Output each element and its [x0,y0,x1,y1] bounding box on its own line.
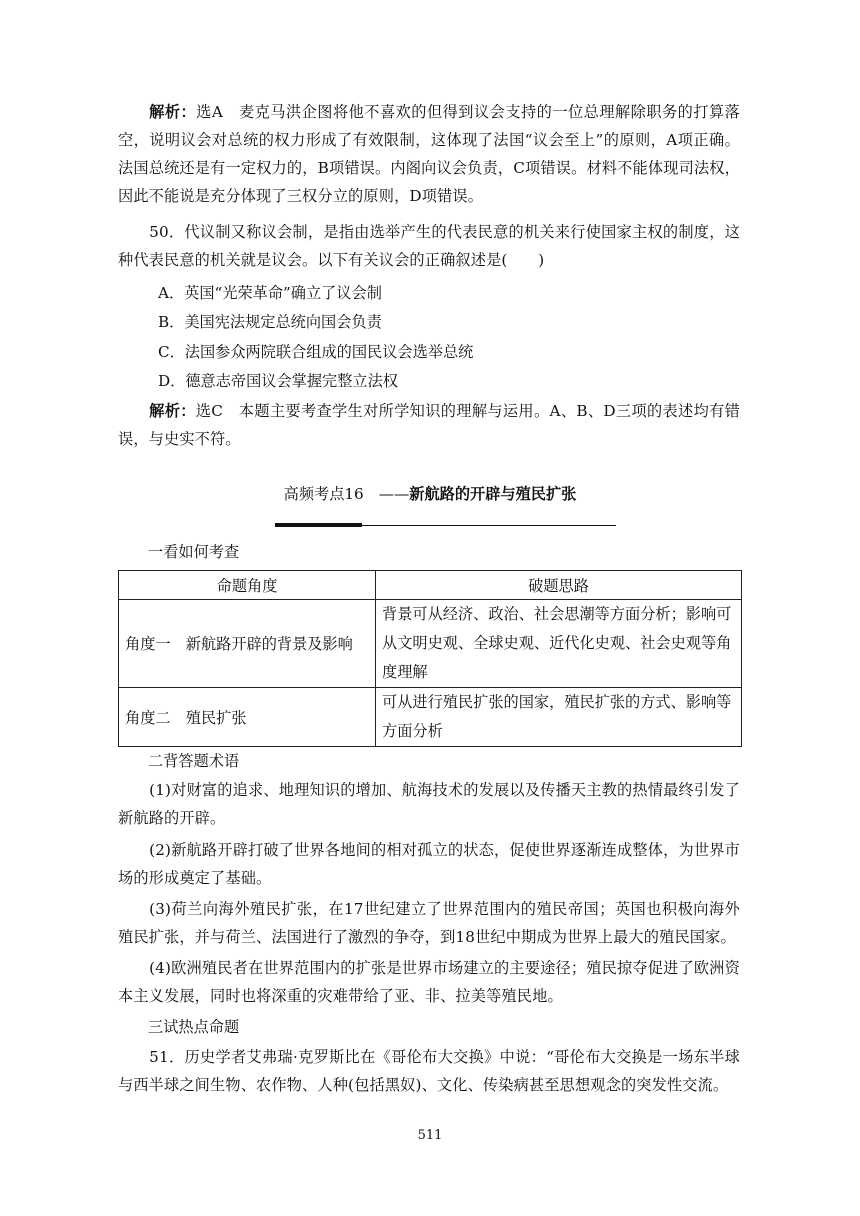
section-heading [0,480,860,508]
question-50-option-b: B．美国宪法规定总统向国会负责 [158,313,382,331]
table-header-row [119,571,742,600]
table-header-cell: 命题角度 [119,571,376,600]
page-number: 511 [417,1128,443,1143]
part-3-label: 三试热点命题 [148,1018,240,1036]
section-heading-prefix: 高频考点16 —— [283,485,410,503]
analysis-label: 解析： [149,402,196,420]
heading-rule-thick [275,523,362,527]
table-row [119,688,742,747]
analysis-paragraph-c [118,397,740,453]
heading-rule-thin [362,525,616,526]
analysis-text: 选A 麦克马洪企图将他不喜欢的但得到议会支持的一位总理解除职务的打算落空，说明议会对总统的权力形成了有效限制，这体现了法国“议会至上”的原则，A项正确。法国总统还是有一定权力的，B项错误。内阁向议会负责，C项错误。材料不能体现司法权，因此不能说是充分体现了三权分立的原则，D项错误。 [118,103,741,205]
question-50-option-c: C．法国参众两院联合组成的国民议会选举总统 [158,343,474,361]
term-item-3: (3)荷兰向海外殖民扩张，在17世纪建立了世界范围内的殖民帝国；英国也积极向海外殖民扩张，并与荷兰、法国进行了激烈的争夺，到18世纪中期成为世界上最大的殖民国家。 [118,900,740,946]
term-item-4: (4)欧洲殖民者在世界范围内的扩张是世界市场建立的主要途径；殖民掠夺促进了欧洲资本主义发展，同时也将深重的灾难带给了亚、非、拉美等殖民地。 [118,959,740,1005]
analysis-label: 解析： [149,103,197,121]
part-1-label: 一看如何考查 [148,543,240,561]
part-2-label: 二背答题术语 [148,752,240,770]
exam-angle-table [118,570,742,747]
term-item-2: (2)新航路开辟打破了世界各地间的相对孤立的状态，促使世界逐渐连成整体，为世界市场的形成奠定了基础。 [118,841,740,887]
table-cell: 可从进行殖民扩张的国家，殖民扩张的方式、影响等方面分析 [376,688,742,747]
table-cell: 角度二 殖民扩张 [119,688,376,747]
table-row [119,600,742,688]
term-item-1: (1)对财富的追求、地理知识的增加、航海技术的发展以及传播天主教的热情最终引发了新航路的开辟。 [118,781,740,827]
section-heading-title: 新航路的开辟与殖民扩张 [409,485,577,503]
table-cell: 角度一 新航路开辟的背景及影响 [119,600,376,688]
table-cell: 背景可从经济、政治、社会思潮等方面分析；影响可从文明史观、全球史观、近代化史观、社会史观等角度理解 [376,600,742,688]
analysis-text: 选C 本题主要考查学生对所学知识的理解与运用。A、B、D三项的表述均有错误，与史实不符。 [118,402,740,448]
question-50-stem: 50．代议制又称议会制，是指由选举产生的代表民意的机关来行使国家主权的制度，这种代表民意的机关就是议会。以下有关议会的正确叙述是( ) [118,223,740,269]
table-header-cell: 破题思路 [376,571,742,600]
analysis-paragraph-a [118,98,740,210]
question-51-stem: 51．历史学者艾弗瑞·克罗斯比在《哥伦布大交换》中说：“哥伦布大交换是一场东半球与西半球之间生物、农作物、人种(包括黑奴)、文化、传染病甚至思想观念的突发性交流。 [118,1048,740,1094]
question-50-option-a: A．英国“光荣革命”确立了议会制 [158,284,382,302]
question-50-option-d: D．德意志帝国议会掌握完整立法权 [158,372,398,390]
